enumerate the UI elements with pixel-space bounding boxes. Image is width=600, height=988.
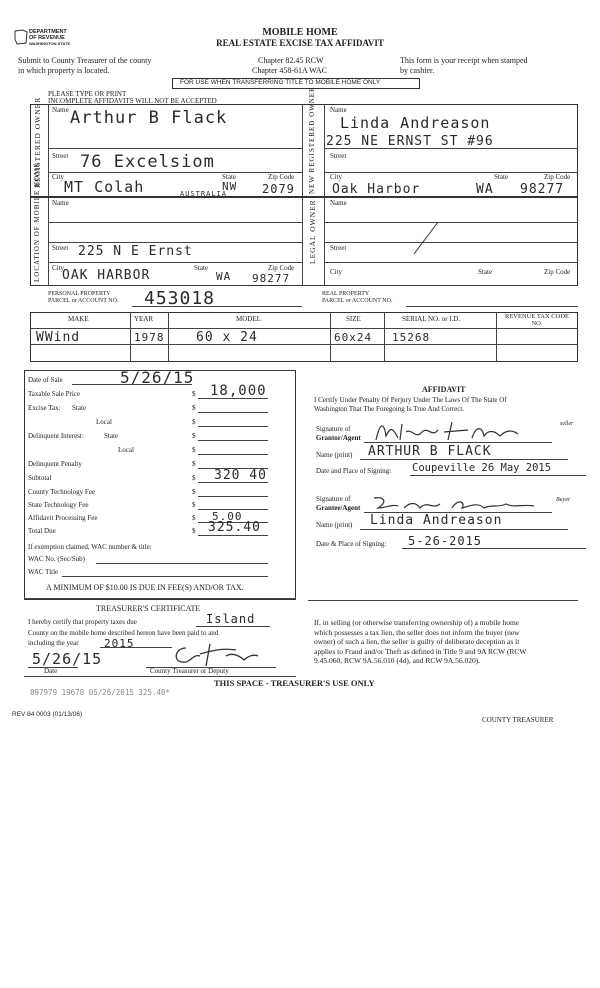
treasurer-text-3: including the year bbox=[28, 639, 79, 647]
chapter-1: Chapter 82.45 RCW bbox=[258, 56, 324, 65]
lo-city-label: City bbox=[330, 268, 343, 276]
treasurer-cert-title: TREASURER'S CERTIFICATE bbox=[96, 604, 201, 613]
grantee-name-value[interactable]: Linda Andreason bbox=[370, 513, 503, 528]
registered-owner-side-label: REGISTERED OWNER bbox=[33, 96, 42, 188]
seller-note: seller bbox=[560, 421, 574, 427]
submit-text-2: in which property is located. bbox=[18, 66, 110, 75]
taxable-price-label: Taxable Sale Price bbox=[28, 390, 80, 398]
dollar-subtotal: $ bbox=[192, 474, 196, 482]
cell-make[interactable]: WWind bbox=[36, 330, 81, 345]
incomplete-note: INCOMPLETE AFFIDAVITS WILL NOT BE ACCEPTED bbox=[48, 97, 217, 105]
date-place2-label: Date & Place of Signing: bbox=[316, 540, 387, 548]
new-owner-side-label: NEW REGISTERED OWNER bbox=[308, 86, 316, 194]
ro-street-value[interactable]: 76 Excelsiom bbox=[80, 152, 215, 172]
date-place-value[interactable]: Coupeville 26 May 2015 bbox=[412, 462, 552, 474]
nro-city-value[interactable]: Oak Harbor bbox=[332, 182, 421, 197]
exemption-label: If exemption claimed, WAC number & title: bbox=[28, 543, 152, 551]
washington-outline-icon bbox=[14, 29, 28, 45]
ro-country-value[interactable]: AUSTRALIA bbox=[180, 190, 227, 198]
treasurer-county-value[interactable]: Island bbox=[206, 612, 256, 626]
nro-zip-label: Zip Code bbox=[544, 173, 571, 181]
nro-state-label: State bbox=[494, 173, 508, 181]
date-of-sale-value[interactable]: 5/26/15 bbox=[120, 368, 195, 387]
grantor-sig-label-2: Grantor/Agent bbox=[316, 434, 361, 442]
dollar-affidavit-fee: $ bbox=[192, 514, 196, 522]
cashier-stamp: 897979 19678 05/26/2015 325.40* bbox=[30, 688, 170, 697]
treasurer-sig-label: County Treasurer or Deputy bbox=[150, 667, 229, 675]
interest-local-label: Local bbox=[118, 446, 134, 454]
receipt-text-1: This form is your receipt when stamped bbox=[400, 56, 528, 65]
real-parcel-label-2: PARCEL or ACCOUNT NO. bbox=[322, 298, 393, 304]
minimum-note: A MINIMUM OF $10.00 IS DUE IN FEE(S) AND/OR TAX. bbox=[46, 583, 244, 592]
delinquent-penalty-label: Delinquent Penalty bbox=[28, 460, 82, 468]
dollar-interest-state: $ bbox=[192, 432, 196, 440]
wac-no-label: WAC No. (Sec/Sub) bbox=[28, 555, 85, 563]
loc-city-label: City bbox=[52, 264, 65, 272]
dollar-excise-state: $ bbox=[192, 404, 196, 412]
ro-name-label: Name bbox=[52, 106, 69, 114]
rev-number: REV 84 0003 (01/13/06) bbox=[12, 711, 83, 718]
dollar-county-tech: $ bbox=[192, 488, 196, 496]
grantor-name-label: Name (print) bbox=[316, 451, 353, 459]
state-tech-fee-label: State Technology Fee bbox=[28, 501, 89, 509]
ro-city-value[interactable]: MT Colah bbox=[64, 178, 145, 196]
header-size: SIZE bbox=[346, 315, 361, 323]
notice-line-3: owner) of such a lien, the seller is guilty of deliberate deception as it bbox=[314, 637, 520, 646]
treasurer-use-only: THIS SPACE - TREASURER'S USE ONLY bbox=[214, 678, 375, 688]
cell-year[interactable]: 1978 bbox=[134, 331, 165, 344]
dollar-taxable: $ bbox=[192, 390, 196, 398]
location-side-label: LOCATION OF MOBILE HOME bbox=[33, 162, 41, 282]
nro-city-label: City bbox=[330, 173, 343, 181]
title-line-2: REAL ESTATE EXCISE TAX AFFIDAVIT bbox=[216, 38, 384, 48]
loc-state-label: State bbox=[194, 264, 208, 272]
legal-owner-side-label: LEGAL OWNER bbox=[308, 199, 317, 264]
grantor-name-value[interactable]: ARTHUR B FLACK bbox=[368, 444, 492, 459]
dollar-total: $ bbox=[192, 527, 196, 535]
loc-state-value[interactable]: WA bbox=[216, 270, 232, 283]
header-revenue-tax-code: REVENUE TAX CODE NO. bbox=[505, 313, 569, 327]
buyer-note: Buyer bbox=[556, 497, 571, 503]
certify-line-2: Washington That The Foregoing Is True And Correct. bbox=[314, 405, 465, 413]
lien-notice bbox=[314, 618, 526, 666]
date-place2-value[interactable]: 5-26-2015 bbox=[408, 534, 483, 548]
notice-line-4: applies to Fraud and/or Theft as defined in Title 9 and 9A RCW (RCW bbox=[314, 646, 527, 656]
lo-zip-label: Zip Code bbox=[544, 268, 571, 276]
ro-name-value[interactable]: Arthur B Flack bbox=[70, 108, 228, 128]
notice-line-2: which possesses a tax lien, the seller does not inform the buyer (new bbox=[314, 627, 520, 637]
header-make: MAKE bbox=[68, 315, 89, 323]
cell-serial[interactable]: 15268 bbox=[392, 331, 431, 344]
header-serial: SERIAL NO. or I.D. bbox=[402, 315, 461, 323]
dor-logo bbox=[14, 27, 76, 49]
loc-name-label: Name bbox=[52, 199, 69, 207]
personal-parcel-label-1: PERSONAL PROPERTY bbox=[48, 291, 111, 297]
dollar-state-tech: $ bbox=[192, 501, 196, 509]
notice-line-1: If, in selling (or otherwise transferring ownership of) a mobile home bbox=[314, 618, 520, 627]
loc-street-label: Street bbox=[52, 244, 69, 252]
chapter-2: Chapter 458-61A WAC bbox=[252, 66, 327, 75]
treasurer-date-value[interactable]: 5/26/15 bbox=[32, 650, 103, 668]
affidavit-fee-value[interactable]: 5.00 bbox=[212, 510, 243, 523]
transfer-note: FOR USE WHEN TRANSFERRING TITLE TO MOBILE HOME ONLY bbox=[180, 79, 381, 86]
lo-street-label: Street bbox=[330, 244, 347, 252]
ro-city-label: City bbox=[52, 173, 65, 181]
treasurer-text-2: County on the mobile home described hereon have been paid to and bbox=[28, 629, 219, 637]
cell-model[interactable]: 60 x 24 bbox=[196, 330, 258, 345]
agency-line-3: WASHINGTON STATE bbox=[29, 41, 71, 46]
please-type-note: PLEASE TYPE OR PRINT bbox=[48, 90, 127, 98]
loc-zip-label: Zip Code bbox=[268, 264, 295, 272]
affidavit-title: AFFIDAVIT bbox=[422, 385, 466, 394]
wac-title-label: WAC Title bbox=[28, 568, 59, 576]
ro-zip-label: Zip Code bbox=[268, 173, 295, 181]
treasurer-signature bbox=[170, 642, 260, 668]
dollar-interest-local: $ bbox=[192, 446, 196, 454]
date-place-label: Date and Place of Signing: bbox=[316, 467, 392, 475]
lo-state-label: State bbox=[478, 268, 492, 276]
notice-line-5: 9.45.060, RCW 9A.56.010 (4d), and RCW 9A.56.020). bbox=[314, 656, 481, 665]
header-year: YEAR bbox=[134, 315, 154, 323]
treasurer-date-label: Date bbox=[44, 667, 58, 675]
nro-street-label: Street bbox=[330, 152, 347, 160]
ro-state-value[interactable]: NW bbox=[222, 180, 238, 193]
affidavit-fee-label: Affidavit Processing Fee bbox=[28, 514, 98, 522]
total-due-value[interactable]: 325.40 bbox=[208, 520, 261, 535]
nro-state-value[interactable]: WA bbox=[476, 182, 494, 197]
dollar-penalty: $ bbox=[192, 460, 196, 468]
treasurer-text-1: I hereby certify that property taxes due bbox=[28, 618, 137, 626]
grantee-sig-label-1: Signature of bbox=[316, 495, 351, 503]
taxable-price-value[interactable]: 18,000 bbox=[210, 383, 267, 399]
cell-size[interactable]: 60x24 bbox=[334, 331, 373, 344]
lo-name-label: Name bbox=[330, 199, 347, 207]
excise-state-label: State bbox=[72, 404, 86, 412]
subtotal-label: Subtotal bbox=[28, 474, 52, 482]
page-title bbox=[190, 27, 410, 48]
interest-state-label: State bbox=[104, 432, 118, 440]
title-line-1: MOBILE HOME bbox=[262, 27, 338, 38]
personal-parcel-value[interactable]: 453018 bbox=[144, 288, 216, 309]
grantee-name-label: Name (print) bbox=[316, 521, 353, 529]
sale-section bbox=[24, 370, 296, 600]
loc-city-value[interactable]: OAK HARBOR bbox=[62, 268, 151, 283]
personal-parcel-label-2: PARCEL or ACCOUNT NO. bbox=[48, 298, 119, 304]
excise-local-label: Local bbox=[96, 418, 112, 426]
submit-text-1: Submit to County Treasurer of the county bbox=[18, 56, 152, 65]
subtotal-value[interactable]: 320 40 bbox=[214, 468, 267, 483]
ro-zip-value[interactable]: 2079 bbox=[262, 182, 295, 196]
loc-zip-value[interactable]: 98277 bbox=[252, 272, 291, 285]
certify-line-1: I Certify Under Penalty Of Perjury Under The Laws Of The State Of bbox=[314, 396, 507, 404]
real-parcel-label-1: REAL PROPERTY bbox=[322, 291, 370, 297]
header-model: MODEL bbox=[236, 315, 261, 323]
nro-name-value[interactable]: Linda Andreason bbox=[340, 114, 491, 132]
ro-state-label: State bbox=[222, 173, 236, 181]
county-tech-fee-label: County Technology Fee bbox=[28, 488, 96, 496]
treasurer-year-value[interactable]: 2015 bbox=[104, 637, 135, 650]
grantor-signature bbox=[372, 418, 522, 444]
date-of-sale-label: Date of Sale bbox=[28, 376, 63, 384]
ro-street-label: Street bbox=[52, 152, 69, 160]
nro-zip-value[interactable]: 98277 bbox=[520, 182, 565, 197]
agency-line-1: DEPARTMENT bbox=[29, 29, 67, 35]
grantee-sig-label-2: Grantee/Agent bbox=[316, 504, 361, 512]
nro-street-value[interactable]: 225 NE ERNST ST #96 bbox=[326, 134, 494, 149]
delinquent-interest-label: Delinquent Interest: bbox=[28, 432, 84, 440]
agency-line-2: OF REVENUE bbox=[29, 35, 65, 41]
excise-tax-label: Excise Tax: bbox=[28, 404, 61, 412]
grantee-signature bbox=[370, 494, 550, 514]
receipt-text-2: by cashier. bbox=[400, 66, 435, 75]
total-due-label: Total Due bbox=[28, 527, 56, 535]
dollar-excise-local: $ bbox=[192, 418, 196, 426]
loc-street-value[interactable]: 225 N E Ernst bbox=[78, 244, 193, 259]
grantor-sig-label-1: Signature of bbox=[316, 425, 351, 433]
legal-owner-strike-line bbox=[410, 220, 440, 256]
nro-name-label: Name bbox=[330, 106, 347, 114]
county-treasurer-label: COUNTY TREASURER bbox=[482, 716, 554, 724]
